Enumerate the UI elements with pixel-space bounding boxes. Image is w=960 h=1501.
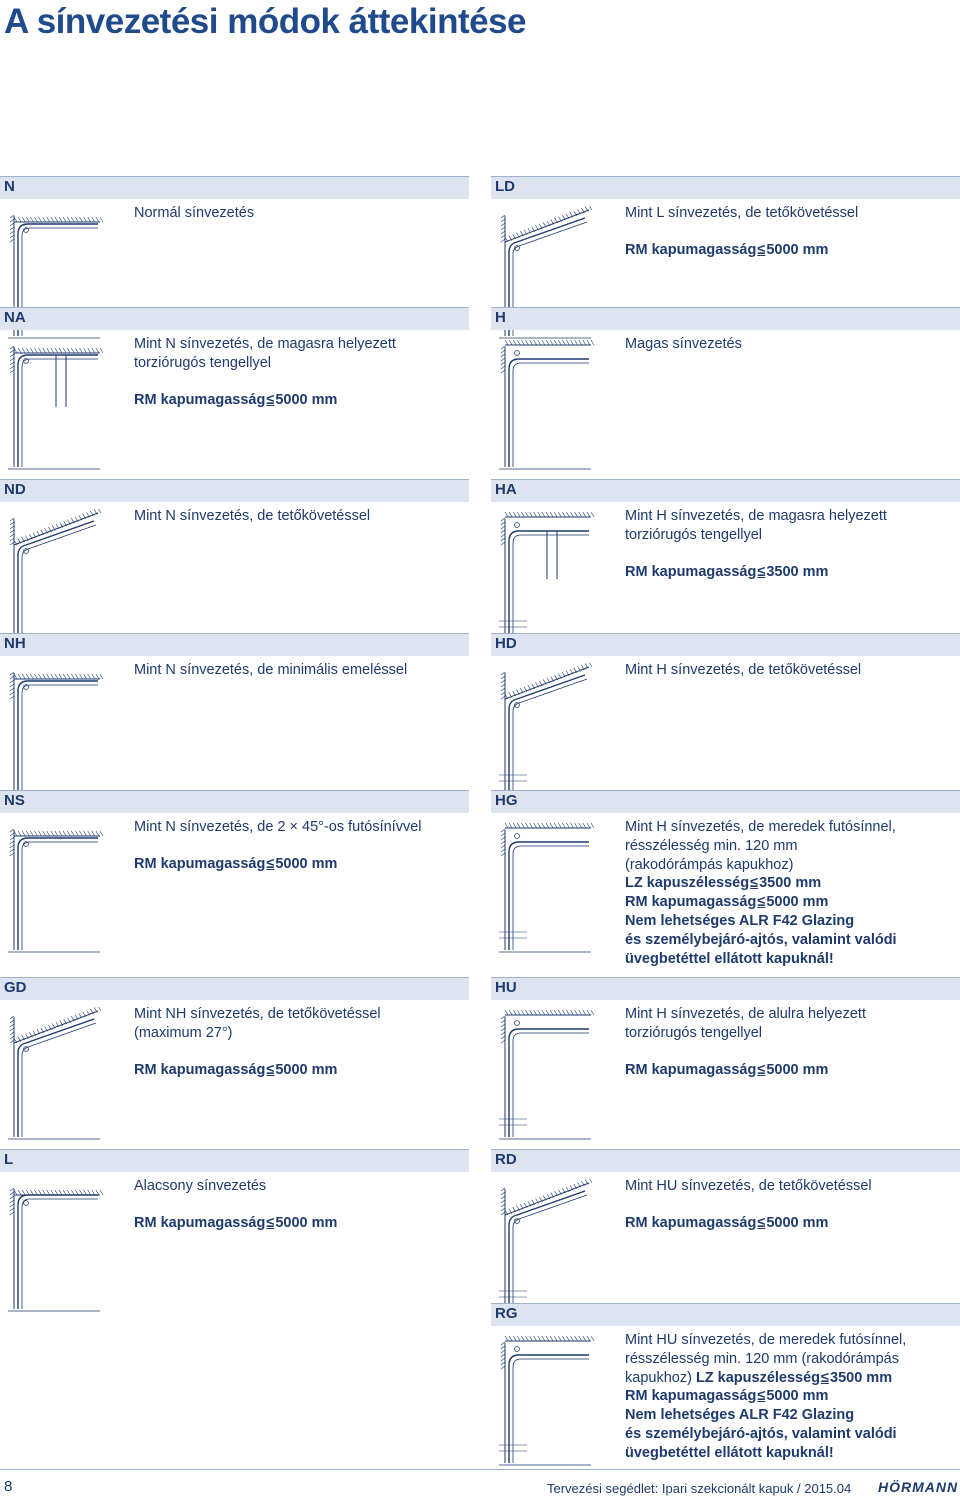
line-text: Mint L sínvezetés, de tetőkövetéssel [625,205,859,221]
track-type-code: HA [495,481,517,498]
description-line [625,874,897,893]
less-equal-icon: ≤ [757,1215,766,1232]
description-line [625,837,897,856]
track-type-drawing [8,1007,106,1141]
line-text: torziórugós tengellyel [134,354,272,371]
track-type-code: NH [4,635,26,652]
track-type-description [134,1177,337,1233]
less-equal-icon: ≤ [266,1215,275,1232]
line-value: 5000 mm [275,1062,338,1079]
track-type-code: LD [495,178,515,195]
description-line [625,526,887,545]
line-text: Mint HU sínvezetés, de meredek futósínnel, [625,1332,907,1348]
description-line [134,1005,381,1024]
track-type-drawing [8,663,106,797]
less-equal-icon: ≤ [757,1062,766,1079]
track-type-rd [491,1149,960,1289]
description-line [625,1024,866,1043]
description-line [625,507,887,526]
description-line [625,335,742,354]
line-text: üvegbetéttel ellátott kapuknál! [625,1444,834,1461]
track-type-l [0,1149,469,1289]
track-type-description [134,661,407,680]
line-text: résszélesség min. 120 mm [625,837,798,854]
description-line [134,661,407,680]
description-line [625,563,887,582]
description-line [625,818,897,837]
track-type-code: RD [495,1151,517,1168]
less-equal-icon: ≤ [750,875,759,892]
line-text: és személybejáró-ajtós, valamint valódi [625,1425,897,1442]
less-equal-icon: ≤ [757,564,766,581]
track-type-nh [0,633,469,783]
track-type-description [134,1005,381,1080]
less-equal-icon: ≤ [757,242,766,259]
description-line [625,1387,906,1406]
line-text: Mint H sínvezetés, de tetőkövetéssel [625,662,862,678]
description-line [625,912,897,931]
track-type-code: GD [4,979,27,996]
track-type-header [0,633,469,656]
line-value: 5000 mm [275,1215,338,1232]
track-type-description [134,818,421,874]
description-line [625,856,897,875]
track-type-description [625,1331,906,1463]
track-type-description [625,818,897,968]
track-type-drawing [499,1333,597,1467]
track-type-header [0,479,469,502]
description-line [625,1406,906,1425]
track-type-header [491,1149,960,1172]
track-type-ld [491,176,960,296]
track-type-drawing [8,337,106,471]
line-text: Mint H sínvezetés, de meredek futósínnel, [625,819,896,835]
track-type-header [491,977,960,1000]
track-type-header [491,307,960,330]
track-type-gd [0,977,469,1137]
description-line [625,1331,906,1350]
track-type-description [134,335,396,410]
line-text: RM kapumagasság [625,894,757,911]
description-line [625,893,897,912]
track-type-nd [0,479,469,624]
track-type-header [491,633,960,656]
footer-text: Tervezési segédlet: Ipari szekcionált kapuk / 2015.04 [547,1481,852,1496]
line-text: kapukhoz) [625,1369,692,1386]
description-line [625,1005,866,1024]
line-value: 5000 mm [275,392,338,409]
less-equal-icon: ≤ [821,1369,830,1386]
track-type-hu [491,977,960,1137]
less-equal-icon: ≤ [266,1062,275,1079]
track-type-drawing [499,337,597,471]
line-text: Mint N sínvezetés, de tetőkövetéssel [134,508,371,524]
line-value: 5000 mm [766,1388,829,1405]
less-equal-icon: ≤ [757,1388,766,1405]
line-text: RM kapumagasság [625,1215,757,1232]
line-text: Normál sínvezetés [134,205,255,221]
track-type-header [491,176,960,199]
page-number: 8 [4,1478,13,1495]
line-text: RM kapumagasság [134,392,266,409]
line-value: 3500 mm [766,564,829,581]
description-line [134,1214,337,1233]
line-value: 5000 mm [766,894,829,911]
track-type-drawing [499,1179,597,1313]
description-line [625,1350,906,1369]
track-type-hg [491,790,960,970]
track-type-drawing [8,820,106,954]
line-text: RM kapumagasság [625,564,757,581]
track-type-na [0,307,469,467]
line-value: 3500 mm [830,1369,893,1386]
track-type-drawing [499,820,597,954]
track-type-description [625,335,742,354]
line-text: Nem lehetséges ALR F42 Glazing [625,912,855,929]
track-type-drawing [8,509,106,643]
description-line [134,335,396,354]
description-line [625,204,858,223]
description-line [134,1024,381,1043]
track-type-drawing [499,1007,597,1141]
line-value: 3500 mm [759,875,822,892]
line-text: RM kapumagasság [134,1215,266,1232]
track-type-header [0,1149,469,1172]
line-text: Mint H sínvezetés, de magasra helyezett [625,508,887,524]
description-line [134,204,254,223]
description-line [625,241,858,260]
line-text: Mint NH sínvezetés, de tetőkövetéssel [134,1006,381,1022]
track-type-code: H [495,309,506,326]
line-text: RM kapumagasság [625,1062,757,1079]
track-type-description [625,661,861,680]
track-type-ha [491,479,960,624]
line-text: (rakodórámpás kapukhoz) [625,856,794,873]
description-line [134,855,421,874]
track-type-drawing [499,663,597,797]
description-line [134,354,396,373]
page-title: A sínvezetési módok áttekintése [4,2,527,41]
description-line [625,950,897,969]
less-equal-icon: ≤ [266,856,275,873]
description-line [134,391,396,410]
track-type-description [134,507,370,526]
line-text: üvegbetéttel ellátott kapuknál! [625,950,834,967]
footer-rule [0,1469,960,1470]
description-line [134,1177,337,1196]
line-text: Mint N sínvezetés, de 2 × 45°-os futósínívvel [134,819,422,835]
track-type-header [0,977,469,1000]
description-line [625,1061,866,1080]
line-text: RM kapumagasság [625,242,757,259]
line-text: Mint N sínvezetés, de minimális emeléssel [134,662,408,678]
track-type-code: NA [4,309,26,326]
track-type-code: NS [4,792,25,809]
track-type-rg [491,1303,960,1463]
track-type-ns [0,790,469,970]
track-type-description [625,1005,866,1080]
less-equal-icon: ≤ [266,392,275,409]
line-text: Mint N sínvezetés, de magasra helyezett [134,336,396,352]
track-type-description [134,204,254,223]
track-type-n [0,176,469,296]
description-line [625,1369,906,1388]
track-type-drawing [8,1179,106,1313]
line-text: Mint H sínvezetés, de alulra helyezett [625,1006,866,1022]
track-type-code: HG [495,792,518,809]
description-line [134,1061,381,1080]
line-text: RM kapumagasság [134,856,266,873]
line-value: 5000 mm [766,242,829,259]
description-line [625,1177,872,1196]
track-type-description [625,204,858,260]
line-text: Nem lehetséges ALR F42 Glazing [625,1407,855,1424]
line-text: Alacsony sínvezetés [134,1178,267,1194]
line-text: (maximum 27°) [134,1024,233,1041]
line-text: Mint HU sínvezetés, de tetőkövetéssel [625,1178,872,1194]
line-text: RM kapumagasság [134,1062,266,1079]
track-type-code: N [4,178,15,195]
track-type-code: RG [495,1305,518,1322]
description-line [625,661,861,680]
line-text: Magas sínvezetés [625,336,742,352]
less-equal-icon: ≤ [757,894,766,911]
description-line [134,818,421,837]
brand-logo: HÖRMANN [878,1479,959,1495]
track-type-code: ND [4,481,26,498]
description-line [625,931,897,950]
track-type-code: HD [495,635,517,652]
track-type-description [625,1177,872,1233]
line-text: torziórugós tengellyel [625,526,763,543]
track-type-header [491,479,960,502]
track-type-hd [491,633,960,783]
track-type-header [0,307,469,330]
description-line [625,1214,872,1233]
description-line [134,507,370,526]
track-type-drawing [499,509,597,643]
line-text: LZ kapuszélesség [625,875,750,892]
line-value: 5000 mm [766,1215,829,1232]
description-line [625,1444,906,1463]
line-text: résszélesség min. 120 mm (rakodórámpás [625,1350,899,1367]
description-line [625,1425,906,1444]
track-type-header [0,790,469,813]
line-text: és személybejáró-ajtós, valamint valódi [625,931,897,948]
track-type-code: L [4,1151,14,1168]
line-value: 5000 mm [275,856,338,873]
line-value: 5000 mm [766,1062,829,1079]
line-text: torziórugós tengellyel [625,1024,763,1041]
track-type-header [0,176,469,199]
line-bold-text: LZ kapuszélesség [695,1369,821,1386]
line-text: RM kapumagasság [625,1388,757,1405]
track-type-code: HU [495,979,517,996]
track-type-header [491,790,960,813]
track-type-h [491,307,960,467]
track-type-header [491,1303,960,1326]
track-type-description [625,507,887,582]
